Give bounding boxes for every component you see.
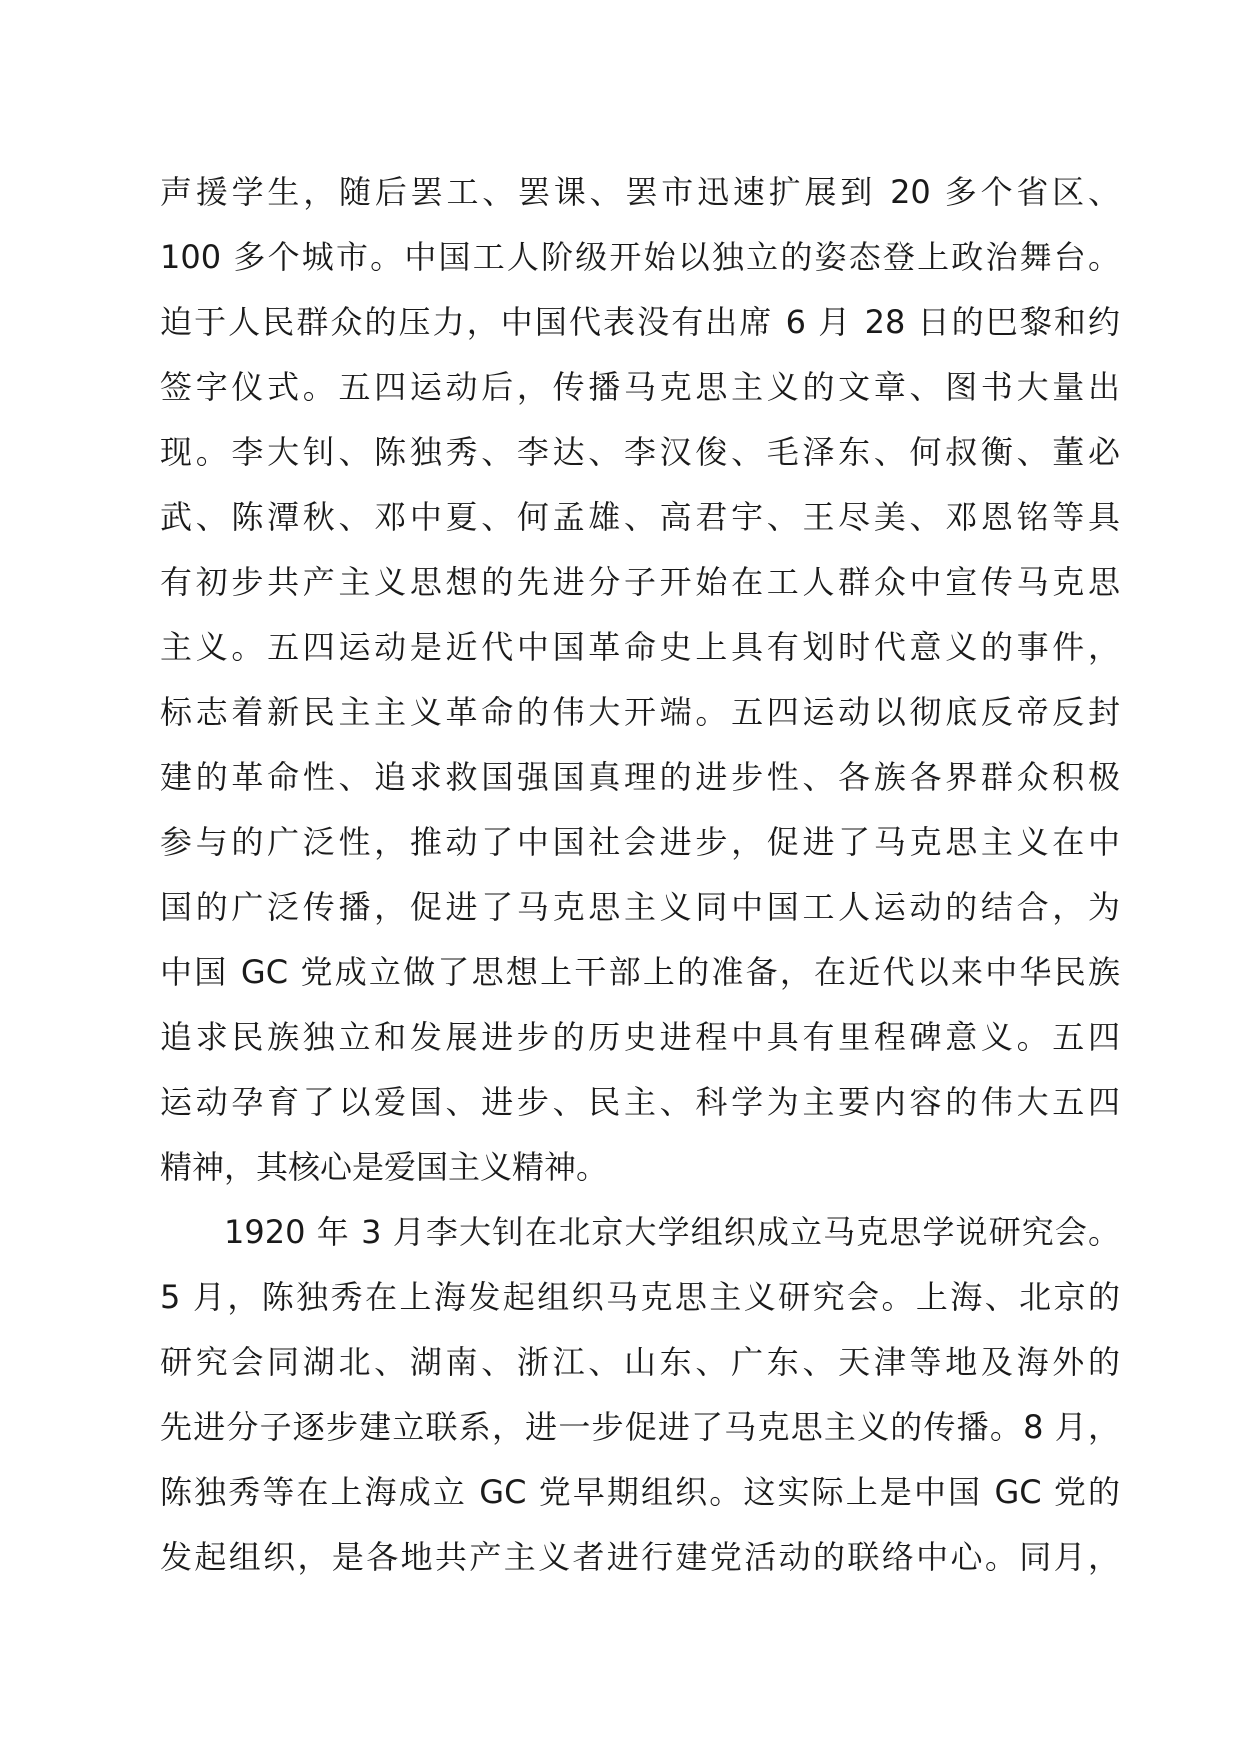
paragraph-1-line-6: 武、陈潭秋、邓中夏、何孟雄、高君宇、王尽美、邓恩铭等具 xyxy=(160,498,1120,536)
paragraph-1-line-3: 迫于人民群众的压力，中国代表没有出席 6 月 28 日的巴黎和约 xyxy=(160,303,1120,341)
paragraph-1-line-12: 国的广泛传播，促进了马克思主义同中国工人运动的结合，为 xyxy=(160,888,1120,926)
paragraph-2-line-5: 陈独秀等在上海成立 GC 党早期组织。这实际上是中国 GC 党的 xyxy=(160,1473,1120,1511)
paragraph-1-line-9: 标志着新民主主义革命的伟大开端。五四运动以彻底反帝反封 xyxy=(160,693,1120,731)
paragraph-2-line-3: 研究会同湖北、湖南、浙江、山东、广东、天津等地及海外的 xyxy=(160,1343,1120,1381)
paragraph-1-line-4: 签字仪式。五四运动后，传播马克思主义的文章、图书大量出 xyxy=(160,368,1120,406)
paragraph-1-line-16: 精神，其核心是爱国主义精神。 xyxy=(160,1148,609,1186)
paragraph-1-line-1: 声援学生，随后罢工、罢课、罢市迅速扩展到 20 多个省区、 xyxy=(160,173,1120,211)
paragraph-1-line-14: 追求民族独立和发展进步的历史进程中具有里程碑意义。五四 xyxy=(160,1018,1120,1056)
paragraph-2-line-6: 发起组织，是各地共产主义者进行建党活动的联络中心。同月， xyxy=(160,1538,1120,1576)
paragraph-1-line-5: 现。李大钊、陈独秀、李达、李汉俊、毛泽东、何叔衡、董必 xyxy=(160,433,1120,471)
paragraph-1-line-11: 参与的广泛性，推动了中国社会进步，促进了马克思主义在中 xyxy=(160,823,1120,861)
paragraph-2-line-1: 1920 年 3 月李大钊在北京大学组织成立马克思学说研究会。 xyxy=(224,1213,1120,1251)
paragraph-1-line-13: 中国 GC 党成立做了思想上干部上的准备，在近代以来中华民族 xyxy=(160,953,1120,991)
document-body xyxy=(160,160,1120,1590)
paragraph-1-line-10: 建的革命性、追求救国强国真理的进步性、各族各界群众积极 xyxy=(160,758,1120,796)
paragraph-1-line-8: 主义。五四运动是近代中国革命史上具有划时代意义的事件， xyxy=(160,628,1120,666)
paragraph-1-line-7: 有初步共产主义思想的先进分子开始在工人群众中宣传马克思 xyxy=(160,563,1120,601)
paragraph-1-line-15: 运动孕育了以爱国、进步、民主、科学为主要内容的伟大五四 xyxy=(160,1083,1120,1121)
paragraph-1-line-2: 100 多个城市。中国工人阶级开始以独立的姿态登上政治舞台。 xyxy=(160,238,1120,276)
paragraph-2-line-2: 5 月，陈独秀在上海发起组织马克思主义研究会。上海、北京的 xyxy=(160,1278,1120,1316)
paragraph-2-line-4: 先进分子逐步建立联系，进一步促进了马克思主义的传播。8 月， xyxy=(160,1408,1120,1446)
